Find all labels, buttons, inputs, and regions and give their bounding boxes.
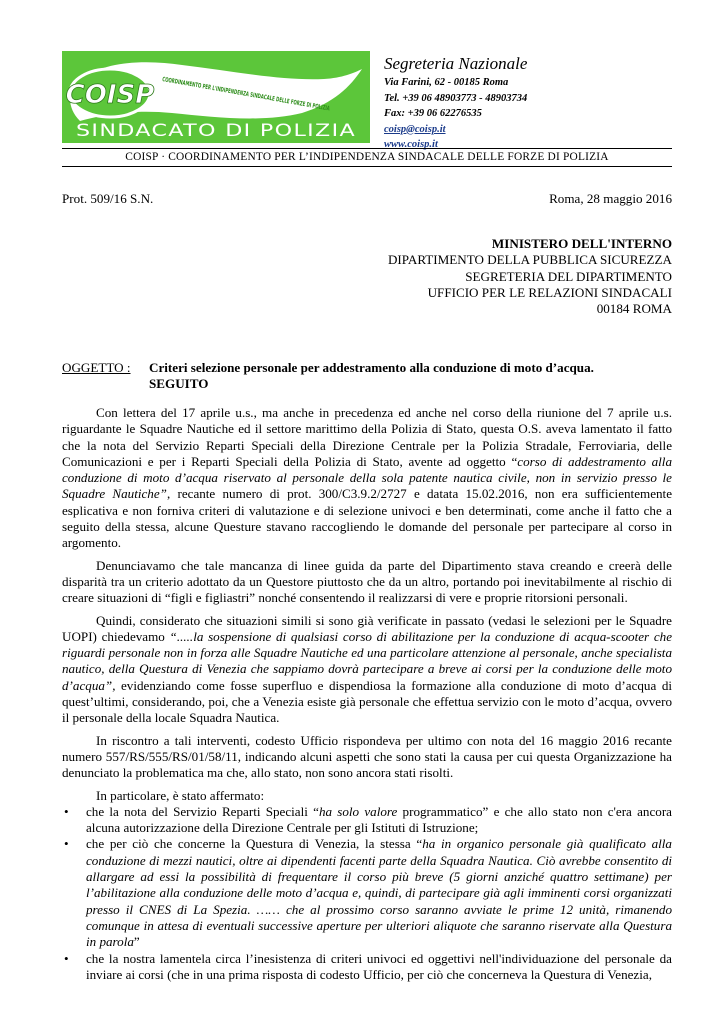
statement-list	[62, 804, 672, 983]
logo-text: COISP	[65, 80, 155, 110]
letter-date: Roma, 28 maggio 2016	[549, 191, 672, 206]
bullet-icon: •	[64, 803, 69, 819]
recipient-secretariat: SEGRETERIA DEL DIPARTIMENTO	[465, 268, 672, 284]
list-item-text-end: ”	[133, 934, 140, 950]
logo-subtitle: SINDACATO DI POLIZIA	[76, 121, 356, 140]
header-rule-bottom	[62, 166, 672, 167]
coisp-logo	[62, 51, 370, 143]
email-link[interactable]: coisp@coisp.it	[384, 123, 446, 135]
paragraph-1-quote: corso di addestramento alla conduzione di moto d’acqua riservato al personale della sola patente nautica civile, non in servizio presso le Squadre Nautiche”	[62, 453, 672, 502]
paragraph-4: In riscontro a tali interventi, codesto Ufficio rispondeva per ultimo con nota del 16 maggio 2016 recante numero 557/RS/555/RS/01/58/11, indicando alcuni aspetti che sono stati la causa per cui questa Organizzazione ha denunciato la problematica ma che, allo stato, non sono ancora stati risolti.	[62, 732, 672, 781]
list-item-text: che la nota del Servizio Reparti Speciali “	[86, 803, 319, 819]
paragraph-1-text-end: , recante numero di prot. 300/C3.9.2/2727 e datata 15.02.2016, non era sufficientemente esplicativa e non forniva criteri di valutazione e di selezione univoci e ben determinati, come anche il fatto che a seguito della stessa, alcune Questure stavano raccogliendo le domande del personale per partecipare al corso in argomento.	[62, 486, 672, 551]
paragraph-3-text-end: evidenziando come fosse superfluo e dispendiosa la formazione alla conduzione di moto d’acqua di quest’ultimi, considerando, poi, che a Venezia esiste già personale che effettua servizio con le moto d’acqua, ovvero il personale della locale Squadra Nautica.	[62, 677, 672, 726]
paragraph-1	[62, 405, 672, 552]
coordination-line: COISP · COORDINAMENTO PER L’INDIPENDENZA SINDACALE DELLE FORZE DI POLIZIA	[125, 151, 609, 163]
list-item-text-end: programmatico” e che allo stato non c'era ancora alcuna autorizzazione della Direzione Centrale per gli Istituti di Istruzione;	[86, 803, 672, 836]
list-item-quote: ha solo valore	[318, 803, 398, 819]
fax-line: Fax: +39 06 62276535	[384, 108, 482, 119]
subject-text	[149, 360, 594, 393]
letter-body	[62, 405, 672, 983]
subject-line-2: SEGUITO	[149, 376, 209, 392]
paragraph-5: In particolare, è stato affermato:	[96, 787, 265, 803]
telephone-line: Tel. +39 06 48903773 - 48903734	[384, 92, 528, 104]
recipient-department: DIPARTIMENTO DELLA PUBBLICA SICUREZZA	[387, 252, 672, 268]
bullet-icon: •	[64, 950, 69, 966]
list-item	[62, 804, 672, 837]
paragraph-3-quote: “.....la sospensione di qualsiasi corso di abilitazione per la conduzione di acqua-scooter che riguardi personale non in forza alle Squadre Nautiche ed una particolare attenzione al personale, anche specialista nautico, della Questura di Venezia che sappiamo dovrà partecipare a breve ai corsi per la conduzione delle moto d’acqua”,	[62, 628, 672, 693]
bullet-icon: •	[64, 836, 69, 852]
website-link[interactable]: www.coisp.it	[384, 139, 438, 150]
recipient-ministry: MINISTERO DELL'INTERNO	[491, 236, 672, 251]
recipient-office: UFFICIO PER LE RELAZIONI SINDACALI	[427, 284, 672, 300]
address-line: Via Farini, 62 - 00185 Roma	[384, 77, 509, 88]
subject-line-1: Criteri selezione personale per addestramento alla conduzione di moto d’acqua.	[149, 360, 594, 375]
paragraph-1-text: Con lettera del 17 aprile u.s., ma anche in precedenza ed anche nel corso della riunione del 7 aprile u.s. riguardante le Squadre Nautiche ed il settore marittimo della Polizia di Stato, questa O.S. aveva lamentato il fatto che la nota del Servizio Reparti Speciali della Direzione Centrale per la Polizia Stradale, Ferroviaria, delle Comunicazioni e per i Reparti Speciali della Polizia di Stato, avente ad oggetto “	[62, 405, 672, 469]
paragraph-2: Denunciavamo che tale mancanza di linee guida da parte del Dipartimento stava creando e creerà delle disparità tra un criterio adottato da un Questore piuttosto che da un altro, portando poi inevitabilmente al rischio di creare situazioni di “figli e figliastri” nonché consentendo il realizzarsi di vere e proprie ritorsioni personali.	[62, 557, 672, 606]
paragraph-3-text: Quindi, considerato che situazioni simili si sono già verificate in passato (vedasi le selezioni per le Squadre UOPI) chiedevamo	[62, 612, 672, 644]
list-item-text: che per ciò che concerne la Questura di Venezia, la stessa “	[86, 836, 423, 852]
list-item-text: che la nostra lamentela circa l’inesistenza di criteri univoci ed oggettivi nell'individuazione del personale da inviare ai corsi (che in una prima risposta di codesto Ufficio, per ciò che concerneva la Questura di Venezia,	[86, 950, 672, 982]
recipient-city: 00184 ROMA	[596, 301, 672, 317]
list-item-quote: ha in organico personale già qualificato alla conduzione di mezzi nautici, oltre ai dipendenti facenti parte della Squadra Nautica. Ciò avrebbe consentito di allargare ad essi la possibilità di frequentare il corso più breve (5 giorni anziché quattro settimane) per l’abilitazione alla conduzione delle moto d’acqua e, quindi, di partecipare già agli imminenti corsi organizzati presso il CNES di La Spezia. …… che al prossimo corso saranno avviate le prime 12 unità, rimanendo comunque in attesa di eventuali successive aperture per ulteriori aliquote che saranno riservate alla Questura in parola	[86, 836, 672, 950]
header-rule-top	[62, 148, 672, 149]
list-item	[62, 951, 672, 984]
recipient-block	[388, 236, 672, 317]
protocol-number: Prot. 509/16 S.N.	[62, 191, 154, 206]
list-item	[62, 836, 672, 950]
subject-label: OGGETTO :	[62, 360, 131, 375]
office-title: Segreteria Nazionale	[384, 54, 528, 73]
letterhead-address-block	[384, 54, 527, 153]
paragraph-3	[62, 613, 672, 727]
